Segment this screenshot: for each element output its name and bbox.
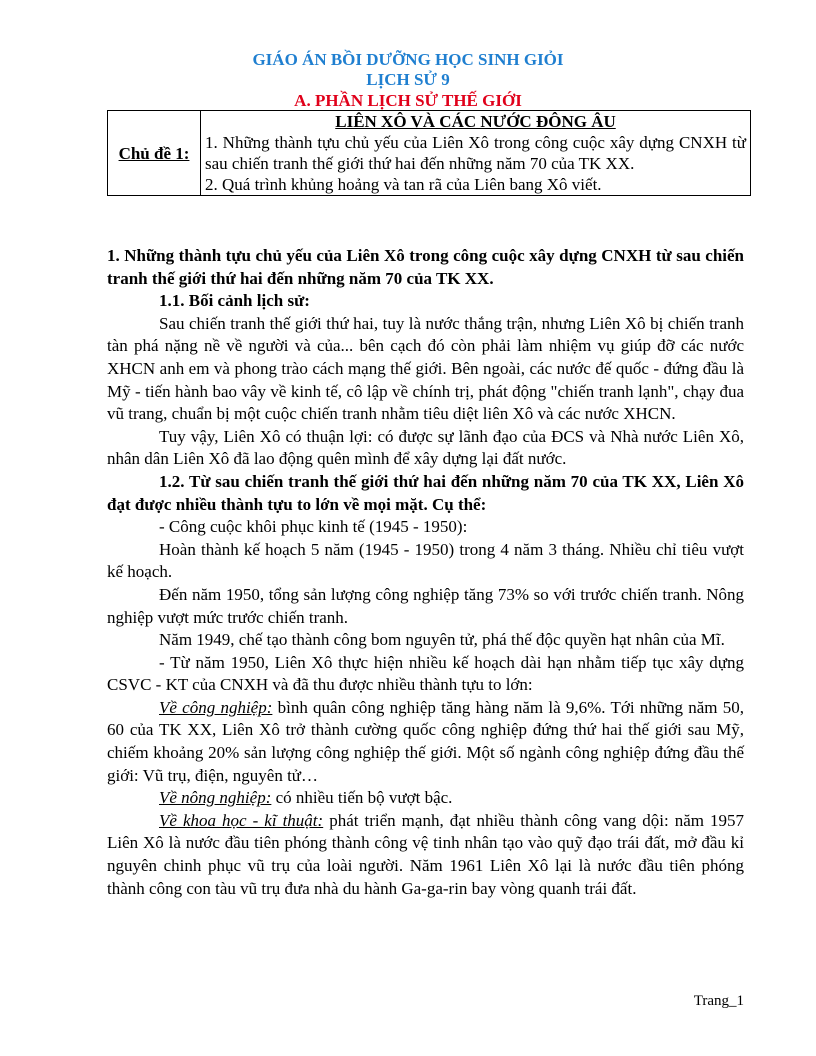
industry-text: bình quân công nghiệp tăng hàng năm là 9,6%. Tới những năm 50, 60 của TK XX, Liên Xô trở thành cường quốc công nghiệp đứng thứ hai thế giới sau Mỹ, chiếm khoảng 20% sản lượng công nghiệp thế giới. Một số ngành công nghiệp đứng đầu thế giới: Vũ trụ, điện, nguyên tử… — [107, 697, 744, 785]
topic-item-2: 2. Quá trình khủng hoảng và tan rã của Liên bang Xô viết. — [205, 175, 602, 194]
topic-table — [107, 110, 751, 196]
heading-1 — [107, 245, 744, 290]
agriculture-text: có nhiều tiến bộ vượt bậc. — [271, 788, 453, 808]
agriculture-label: Về nông nghiệp: — [159, 788, 272, 808]
page-number: Trang_1 — [693, 993, 744, 1009]
topic-title: LIÊN XÔ VÀ CÁC NƯỚC ĐÔNG ÂU — [335, 112, 616, 131]
science-text: phát triển mạnh, đạt nhiều thành công vang dội: năm 1957 Liên Xô là nước đầu tiên phóng thành công vệ tinh nhân tạo vào quỹ đạo trái đất, mở đầu kỉ nguyên chinh phục vũ trụ của loài người. Năm 1961 Liên Xô lại là nước đầu tiên phóng thành công con tàu vũ trụ đưa nhà du hành Ga-ga-rin bay vòng quanh trái đất. — [107, 810, 744, 898]
section-title: A. PHẦN LỊCH SỬ THẾ GIỚI — [294, 91, 522, 110]
topic-label: Chủ đề 1: — [108, 111, 201, 196]
science-label: Về khoa học - kĩ thuật: — [159, 810, 324, 830]
paragraph-agriculture — [107, 787, 744, 810]
lesson-plan-title: GIÁO ÁN BỒI DƯỠNG HỌC SINH GIỎI — [252, 50, 564, 69]
subject-title: LỊCH SỬ 9 — [366, 70, 450, 89]
paragraph-atomic-bomb: Năm 1949, chế tạo thành công bom nguyên tử, phá thế độc quyền hạt nhân của Mĩ. — [159, 630, 725, 650]
body-content — [107, 245, 744, 900]
paragraph-long-term-plans: - Từ năm 1950, Liên Xô thực hiện nhiều kế hoạch dài hạn nhằm tiếp tục xây dựng CSVC - KT của CNXH và đã thu được nhiều thành tựu to lớn: — [107, 652, 744, 695]
paragraph-context: Sau chiến tranh thế giới thứ hai, tuy là nước thắng trận, nhưng Liên Xô bị chiến tranh tàn phá nặng nề về người và của... bên cạch đó còn phải làm nhiệm vụ giúp đỡ các nước XHCN anh em và phong trào cách mạng thế giới. Bên ngoài, các nước đế quốc - đứng đầu là Mỹ - tiến hành bao vây về kinh tế, cô lập về chính trị, phát động "chiến tranh lạnh", chạy đua vũ trang, chuẩn bị một cuộc chiến tranh nhằm tiêu diệt liên Xô và các nước XHCN. — [107, 313, 744, 424]
heading-1-number: 1 — [107, 246, 116, 265]
paragraph-1950-output: Đến năm 1950, tổng sản lượng công nghiệp tăng 73% so với trước chiến tranh. Nông nghiệp vượt mức trước chiến tranh. — [107, 584, 744, 627]
heading-1-1: 1.1. Bối cảnh lịch sử: — [159, 291, 310, 311]
paragraph-recovery: - Công cuộc khôi phục kinh tế (1945 - 1950): — [159, 517, 468, 537]
paragraph-advantages: Tuy vậy, Liên Xô có thuận lợi: có được sự lãnh đạo của ĐCS và Nhà nước Liên Xô, nhân dân Liên Xô đã lao động quên mình để xây dựng lại đất nước. — [107, 426, 744, 469]
paragraph-five-year-plan: Hoàn thành kế hoạch 5 năm (1945 - 1950) trong 4 năm 3 tháng. Nhiều chỉ tiêu vượt kế hoạch. — [107, 539, 744, 582]
heading-1-text: . Những thành tựu chủ yếu của Liên Xô trong công cuộc xây dựng CNXH từ sau chiến tranh thế giới thứ hai đến những năm 70 của TK XX. — [107, 246, 744, 288]
heading-1-2: 1.2. Từ sau chiến tranh thế giới thứ hai đến những năm 70 của TK XX, Liên Xô đạt được nhiều thành tựu to lớn về mọi mặt. Cụ thể: — [107, 471, 744, 514]
topic-content-cell — [201, 111, 751, 196]
topic-item-1: 1. Những thành tựu chủ yếu của Liên Xô trong công cuộc xây dựng CNXH từ sau chiến tranh thế giới thứ hai đến những năm 70 của TK XX. — [205, 133, 746, 173]
industry-label: Về công nghiệp: — [159, 697, 273, 717]
paragraph-science — [107, 810, 744, 900]
paragraph-industry — [107, 697, 744, 787]
